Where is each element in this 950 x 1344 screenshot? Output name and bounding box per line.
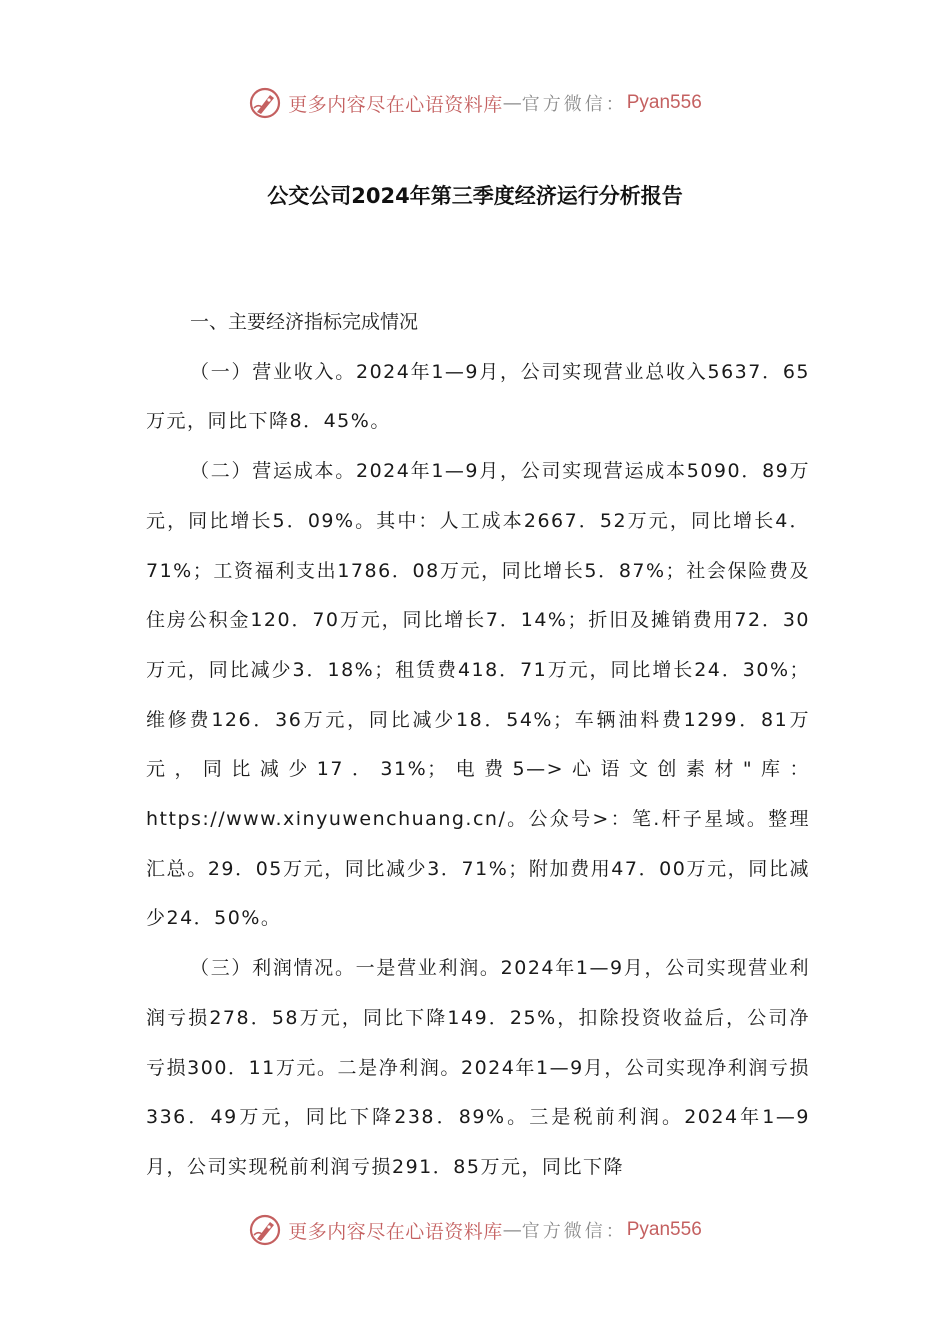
watermark-text: 更多内容尽在心语资料库 [288,1220,503,1243]
paragraph-revenue: （一）营业收入。2024年1—9月，公司实现营业总收入5637．65万元，同比下降8．45%。 [146,360,810,433]
document-title: 公交公司2024年第三季度经济运行分析报告 [267,184,683,208]
watermark-wechat-label: 官方微信： [521,94,627,115]
watermark-wechat-label: 官方微信： [521,1221,627,1242]
watermark-wechat-id: Pyan556 [626,92,702,113]
footer-watermark [0,1210,950,1250]
pen-nib-logo-icon [248,1213,282,1247]
watermark-wechat-id: Pyan556 [626,1219,702,1240]
watermark-text: 更多内容尽在心语资料库 [288,93,503,116]
pen-nib-logo-icon [248,86,282,120]
paragraph-operating-cost: （二）营运成本。2024年1—9月，公司实现营运成本5090．89万元，同比增长5．09%。其中：人工成本2667．52万元，同比增长4．71%；工资福利支出1786．08万元，同比增长5．87%；社会保险费及住房公积金120．70万元，同比增长7．14%；折旧及摊销费用72．30万元，同比减少3．18%；租赁费418．71万元，同比增长24．30%；维修费126．36万元，同比减少18．54%；车辆油料费1299．81万元，同比减少17．31%；电费5—>心语文创素材"库：https://www.xinyuwenchuang.cn/。公众号>：笔.杆子星域。整理汇总。29．05万元，同比减少3．71%；附加费用47．00万元，同比减少24．50%。 [146,460,810,930]
section-heading: 一、主要经济指标完成情况 [190,311,419,333]
document-body [146,298,810,1193]
watermark-dash: — [502,92,522,114]
watermark-dash: — [502,1219,522,1241]
header-watermark [0,83,950,123]
paragraph-profit: （三）利润情况。一是营业利润。2024年1—9月，公司实现营业利润亏损278．58万元，同比下降149．25%，扣除投资收益后，公司净亏损300．11万元。二是净利润。2024年1—9月，公司实现净利润亏损336．49万元，同比下降238．89%。三是税前利润。2024年1—9月，公司实现税前利润亏损291．85万元，同比下降 [146,957,810,1178]
